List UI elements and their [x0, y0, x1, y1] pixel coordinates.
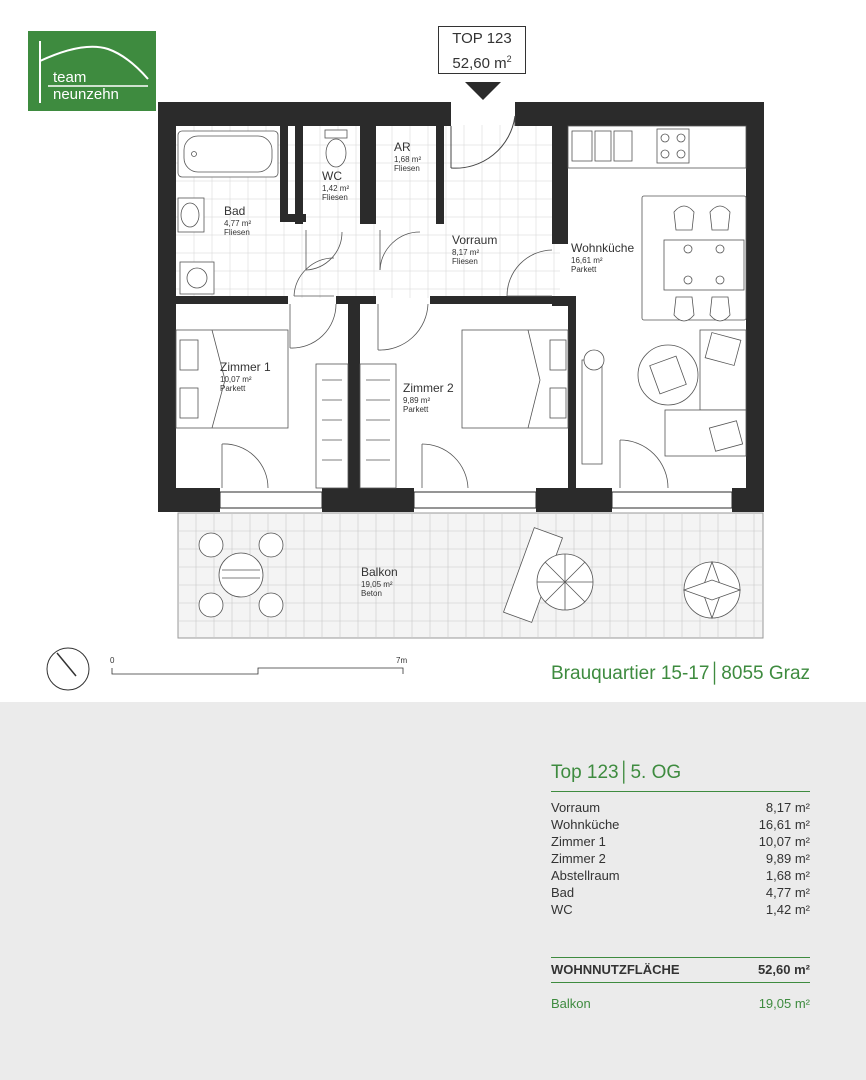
scale-end-label: 7m	[396, 656, 408, 665]
total-label: WOHNNUTZFLÄCHE	[551, 962, 680, 977]
area-value: 4,77 m²	[765, 885, 810, 900]
area-label: Bad	[551, 885, 575, 900]
balkon-value: 19,05 m²	[758, 996, 810, 1011]
washing-machine-icon	[180, 262, 214, 294]
room-label-ar	[394, 141, 421, 173]
area-value: 9,89 m²	[765, 851, 810, 866]
room-area: 10,07 m²	[220, 374, 252, 384]
room-floor: Parkett	[220, 383, 246, 393]
room-name: AR	[394, 140, 411, 154]
room-floor: Fliesen	[394, 163, 420, 173]
plant-icon	[684, 562, 740, 618]
kitchen-counter	[568, 126, 746, 168]
total-value: 52,60 m²	[757, 962, 810, 977]
room-name: Zimmer 1	[220, 360, 271, 374]
room-area: 8,17 m²	[452, 247, 480, 257]
logo-text-neunzehn: neunzehn	[53, 86, 119, 103]
room-floor: Fliesen	[452, 256, 478, 266]
room-floor: Parkett	[403, 404, 429, 414]
list-item	[551, 867, 810, 884]
toilet-icon	[325, 130, 347, 167]
room-area: 19,05 m²	[361, 579, 393, 589]
unit-badge-label: TOP 123	[452, 30, 512, 47]
divider	[551, 791, 810, 792]
room-label-zimmer2	[403, 382, 454, 414]
balcony-area-row	[551, 996, 810, 1011]
north-arrow-icon	[47, 648, 89, 690]
list-item	[551, 833, 810, 850]
area-value: 1,68 m²	[765, 868, 810, 883]
divider	[551, 957, 810, 958]
list-item	[551, 901, 810, 918]
room-floor: Parkett	[571, 264, 597, 274]
room-name: Zimmer 2	[403, 381, 454, 395]
area-label: Abstellraum	[551, 868, 620, 883]
room-area: 1,42 m²	[322, 183, 350, 193]
parasol-icon	[537, 554, 593, 610]
room-name: WC	[322, 169, 342, 183]
room-area: 9,89 m²	[403, 395, 431, 405]
windows	[220, 492, 732, 508]
room-name: Wohnküche	[571, 241, 635, 255]
scale-bar	[112, 668, 403, 674]
room-label-wc	[322, 170, 349, 202]
room-area: 16,61 m²	[571, 255, 603, 265]
shelf-icon	[582, 350, 604, 464]
washbasin-icon	[178, 198, 204, 232]
address: Brauquartier 15-17│8055 Graz	[551, 663, 811, 684]
room-floor: Fliesen	[224, 227, 250, 237]
bed-zimmer2-icon	[462, 330, 568, 428]
room-label-bad	[224, 205, 251, 237]
area-value: 8,17 m²	[765, 800, 810, 815]
area-value: 10,07 m²	[758, 834, 810, 849]
room-label-vorraum	[452, 234, 497, 266]
room-area: 1,68 m²	[394, 154, 422, 164]
area-value: 1,42 m²	[765, 902, 810, 917]
entrance-arrow-icon	[465, 82, 501, 100]
total-area-row	[551, 962, 810, 977]
area-label: Zimmer 1	[551, 834, 606, 849]
logo-text-team: team	[53, 69, 87, 86]
list-item	[551, 884, 810, 901]
area-label: Zimmer 2	[551, 851, 606, 866]
room-floor: Beton	[361, 588, 382, 598]
dining-table-icon	[642, 196, 746, 321]
unit-badge	[438, 26, 526, 74]
room-floor: Fliesen	[322, 192, 348, 202]
room-label-zimmer1	[220, 361, 271, 393]
unit-badge-area-sup: 2	[506, 54, 512, 64]
room-area: 4,77 m²	[224, 218, 252, 228]
room-label-balkon	[361, 566, 398, 598]
room-label-wohnkueche	[571, 242, 634, 274]
unit-title: Top 123│5. OG	[551, 762, 682, 783]
scale-start-label: 0	[110, 656, 115, 665]
room-name: Bad	[224, 204, 246, 218]
room-name: Balkon	[361, 565, 398, 579]
room-name: Vorraum	[452, 233, 498, 247]
area-label: Wohnküche	[551, 817, 620, 832]
balcony-area	[178, 513, 763, 638]
bathtub-icon	[178, 131, 278, 177]
entrance-door	[451, 116, 515, 168]
area-list	[551, 799, 810, 918]
list-item	[551, 799, 810, 816]
area-label: WC	[551, 902, 573, 917]
divider	[551, 982, 810, 983]
area-label: Vorraum	[551, 800, 601, 815]
list-item	[551, 816, 810, 833]
list-item	[551, 850, 810, 867]
armchair-icon	[638, 345, 698, 405]
balkon-label: Balkon	[551, 996, 591, 1011]
area-value: 16,61 m²	[758, 817, 810, 832]
unit-badge-area	[439, 49, 525, 74]
unit-badge-area-value: 52,60 m	[452, 55, 507, 72]
